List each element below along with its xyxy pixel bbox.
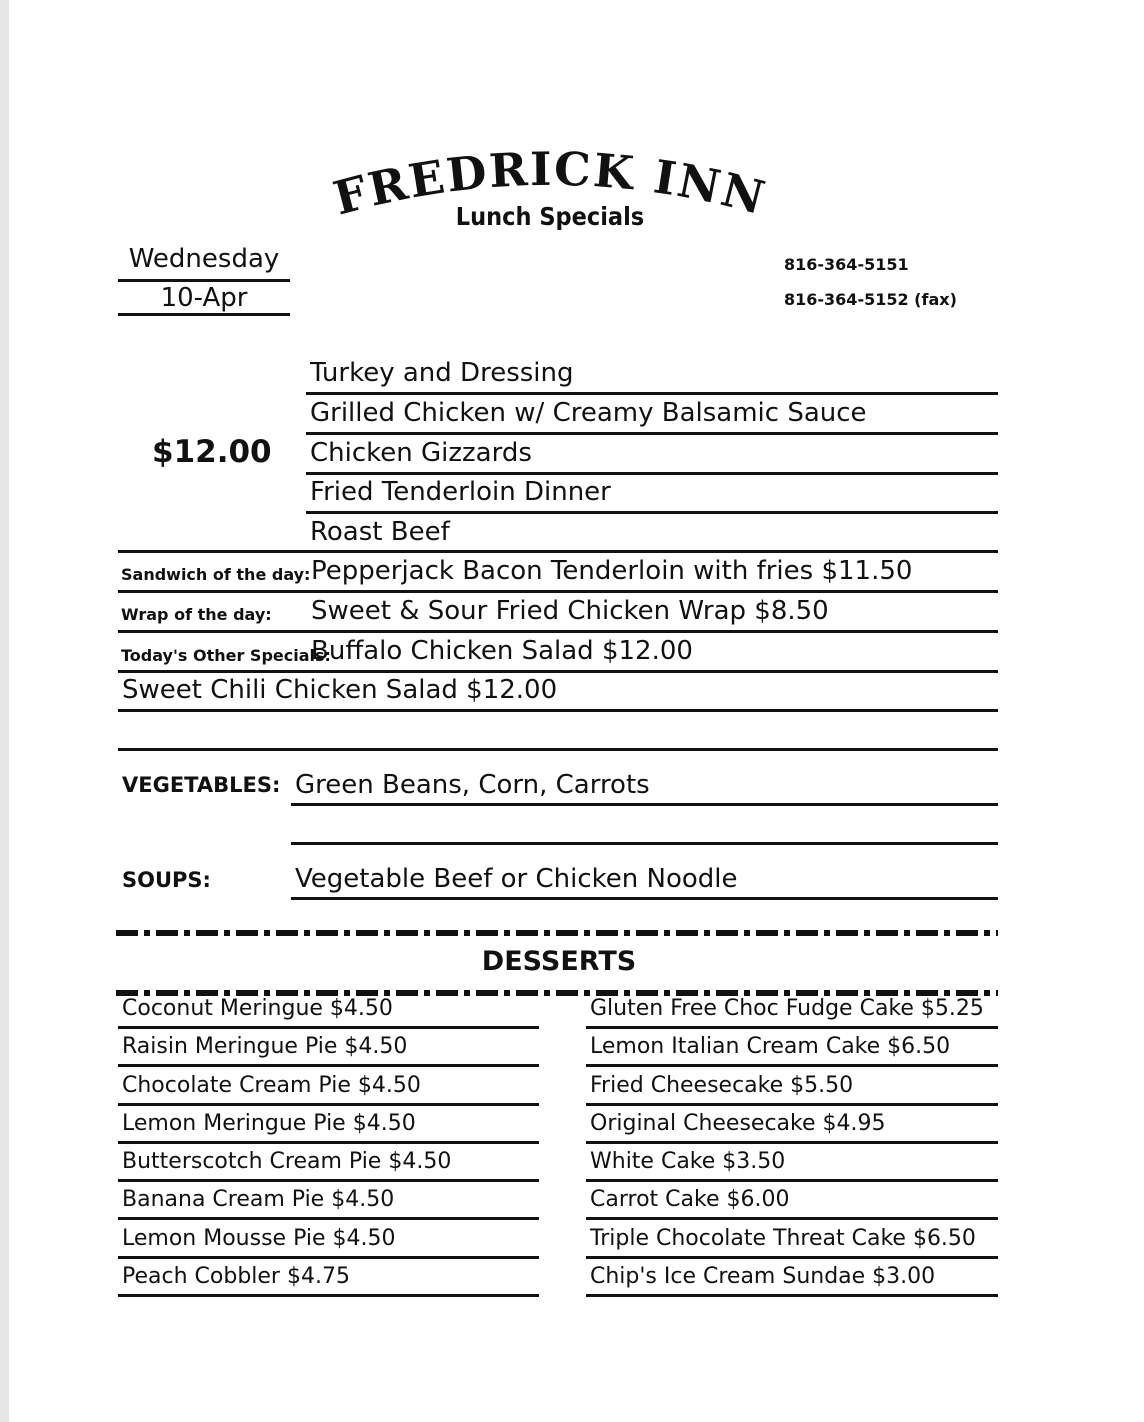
entree-rule: [306, 432, 998, 435]
soups-rule: [291, 897, 998, 900]
dessert-item: Gluten Free Choc Fudge Cake $5.25: [590, 996, 984, 1021]
dessert-rule: [118, 1064, 539, 1067]
dessert-item: Lemon Mousse Pie $4.50: [122, 1226, 396, 1251]
entree-item: Fried Tenderloin Dinner: [310, 477, 611, 507]
wrap-special: Sweet & Sour Fried Chicken Wrap $8.50: [311, 596, 829, 626]
blank-rule: [118, 748, 998, 751]
entree-rule: [306, 392, 998, 395]
day-label: Wednesday: [128, 244, 280, 274]
dessert-rule: [118, 1217, 539, 1220]
day-underline: [118, 279, 290, 282]
dessert-item: Chip's Ice Cream Sundae $3.00: [590, 1264, 936, 1289]
date-underline: [118, 313, 290, 316]
other-specials-label: Today's Other Specials:: [121, 646, 331, 665]
sandwich-label: Sandwich of the day:: [121, 565, 311, 584]
dessert-rule: [586, 1179, 998, 1182]
other-special: Buffalo Chicken Salad $12.00: [311, 636, 693, 666]
fax-number: 816-364-5152 (fax): [784, 290, 957, 309]
dashed-divider: [116, 930, 998, 936]
dessert-rule: [118, 1141, 539, 1144]
dessert-rule: [586, 1103, 998, 1106]
dessert-item: Triple Chocolate Threat Cake $6.50: [590, 1226, 976, 1251]
entree-item: Roast Beef: [310, 517, 450, 547]
dessert-rule: [586, 1064, 998, 1067]
vegetables-rule: [291, 803, 998, 806]
page-edge: [0, 0, 9, 1422]
date-label: 10-Apr: [160, 283, 248, 313]
dessert-item: Banana Cream Pie $4.50: [122, 1187, 395, 1212]
dessert-rule: [586, 1256, 998, 1259]
dessert-rule: [586, 1026, 998, 1029]
vegetables-value: Green Beans, Corn, Carrots: [295, 770, 650, 800]
phone-number: 816-364-5151: [784, 255, 909, 274]
entree-rule: [118, 550, 998, 553]
dessert-item: Fried Cheesecake $5.50: [590, 1073, 854, 1098]
dessert-rule: [118, 1256, 539, 1259]
entree-rule: [306, 511, 998, 514]
dessert-rule: [118, 1103, 539, 1106]
entree-price: $12.00: [152, 434, 272, 470]
dessert-item: Chocolate Cream Pie $4.50: [122, 1073, 421, 1098]
dessert-item: Carrot Cake $6.00: [590, 1187, 790, 1212]
entree-rule: [306, 472, 998, 475]
special-rule: [118, 590, 998, 593]
vegetables-label: VEGETABLES:: [122, 773, 281, 797]
wrap-label: Wrap of the day:: [121, 605, 272, 624]
dessert-item: White Cake $3.50: [590, 1149, 786, 1174]
soups-label: SOUPS:: [122, 868, 211, 892]
desserts-heading: DESSERTS: [481, 946, 637, 977]
restaurant-title-text: FREDRICK INN: [327, 141, 772, 226]
entree-item: Turkey and Dressing: [310, 358, 574, 388]
dessert-item: Butterscotch Cream Pie $4.50: [122, 1149, 452, 1174]
special-rule: [118, 630, 998, 633]
dessert-rule: [586, 1141, 998, 1144]
dessert-rule: [118, 1294, 539, 1297]
menu-subtitle: Lunch Specials: [455, 202, 645, 231]
entree-item: Grilled Chicken w/ Creamy Balsamic Sauce: [310, 398, 867, 428]
special-rule: [118, 709, 998, 712]
dessert-item: Original Cheesecake $4.95: [590, 1111, 886, 1136]
dessert-rule: [118, 1179, 539, 1182]
dessert-item: Lemon Italian Cream Cake $6.50: [590, 1034, 951, 1059]
dessert-item: Lemon Meringue Pie $4.50: [122, 1111, 416, 1136]
dessert-item: Coconut Meringue $4.50: [122, 996, 393, 1021]
dessert-rule: [586, 1217, 998, 1220]
special-rule: [118, 670, 998, 673]
dessert-item: Peach Cobbler $4.75: [122, 1264, 350, 1289]
dessert-rule: [118, 1026, 539, 1029]
blank-rule: [291, 842, 998, 845]
soups-value: Vegetable Beef or Chicken Noodle: [295, 864, 738, 894]
dessert-rule: [586, 1294, 998, 1297]
extra-special: Sweet Chili Chicken Salad $12.00: [122, 675, 558, 705]
entree-item: Chicken Gizzards: [310, 438, 532, 468]
sandwich-special: Pepperjack Bacon Tenderloin with fries $11.50: [311, 556, 913, 586]
dessert-item: Raisin Meringue Pie $4.50: [122, 1034, 408, 1059]
